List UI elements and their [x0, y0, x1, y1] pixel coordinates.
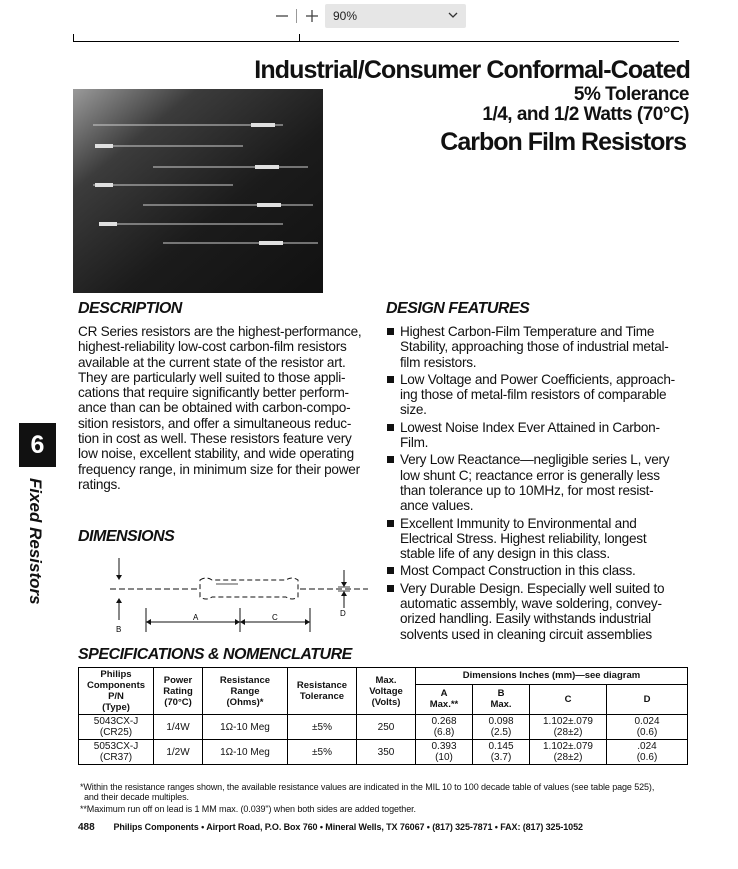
col-header-dimensions: Dimensions Inches (mm)—see diagram: [416, 668, 688, 685]
col-header-b: [473, 684, 530, 714]
feature-line: Low Voltage and Power Coefficients, approach-: [400, 371, 675, 387]
product-title: Carbon Film Resistors: [440, 128, 686, 156]
feature-line: size.: [400, 402, 427, 418]
cell-text: (2.5): [490, 727, 512, 738]
cell-pn: [79, 715, 154, 740]
dim-label-b: B: [116, 625, 122, 634]
header-text: Rating: [163, 685, 193, 697]
description-line: low noise, excellent stability, and wide operating: [78, 446, 354, 462]
feature-line: solvents used in cleaning circuit assemblies: [400, 626, 652, 642]
header-text: Voltage: [369, 685, 403, 697]
chapter-tab: 6: [19, 423, 56, 467]
header-text: Resistance: [296, 680, 348, 691]
header-text: Tolerance: [299, 691, 345, 702]
feature-item: [386, 452, 691, 513]
zoom-in-button[interactable]: [303, 6, 321, 26]
dim-label-c: C: [272, 613, 278, 622]
feature-line: stable life of any design in this class.: [400, 546, 610, 562]
cell-a: [416, 715, 473, 740]
cell-text: 5043CX-J: [93, 716, 139, 727]
header-text: Max.: [375, 674, 397, 686]
feature-line: low shunt C; reactance error is generally less: [400, 467, 660, 483]
feature-line: Stability, approaching those of industrial metal-: [400, 339, 669, 355]
cell-text: 5053CX-J: [93, 741, 139, 752]
cell-voltage: 250: [357, 715, 416, 740]
bullet-square-icon: [387, 424, 394, 431]
specs-table: [78, 667, 688, 765]
col-header-range: [203, 668, 288, 715]
feature-item: [386, 516, 691, 562]
header-text: Max.**: [429, 699, 459, 711]
cell-text: (6.8): [433, 727, 455, 738]
feature-line: Most Compact Construction in this class.: [400, 563, 636, 579]
header-text: (Ohms)*: [226, 696, 264, 708]
col-header-power: [154, 668, 203, 715]
cell-range: 1Ω-10 Meg: [203, 715, 288, 740]
minus-icon: [275, 7, 289, 25]
feature-line: orized handling. Easily withstands industrial: [400, 611, 651, 627]
page-title: Industrial/Consumer Conformal-Coated: [254, 56, 690, 84]
cell-text: (28±2): [553, 752, 583, 763]
feature-line: Excellent Immunity to Environmental and: [400, 515, 637, 531]
feature-item: [386, 581, 691, 642]
footnote-1: [80, 782, 690, 802]
cell-c: [530, 740, 607, 765]
footnote-2: **Maximum run off on lead is 1 MM max. (0.039") when both sides are added together.: [80, 804, 416, 814]
cell-text: (CR37): [99, 752, 133, 763]
header-text: Power: [163, 674, 193, 686]
specs-heading: SPECIFICATIONS & NOMENCLATURE: [78, 646, 352, 663]
header-text: P/N: [108, 691, 124, 702]
feature-line: automatic assembly, wave soldering, convey-: [400, 596, 662, 612]
description-line: cations that require significantly better perform-: [78, 385, 349, 401]
col-header-tolerance: [288, 668, 357, 715]
dim-label-a: A: [193, 613, 199, 622]
col-header-a: [416, 684, 473, 714]
col-header-c: C: [530, 684, 607, 714]
chapter-label: [28, 478, 48, 618]
description-line: frequency range, in minimum size for their power: [78, 461, 360, 477]
header-text: (70°C): [164, 696, 192, 708]
feature-line: than tolerance up to 10MHz, for most resist-: [400, 482, 654, 498]
header-text: Philips: [100, 669, 132, 680]
bullet-square-icon: [387, 585, 394, 592]
header-text: A: [440, 688, 448, 700]
feature-item: [386, 372, 691, 418]
feature-line: Film.: [400, 435, 429, 451]
toolbar-separator: [296, 9, 297, 23]
design-features-list: [386, 324, 691, 644]
cell-text: .024: [637, 741, 657, 752]
bullet-square-icon: [387, 567, 394, 574]
description-line: ance than can be obtained with carbon-compo-: [78, 400, 351, 416]
feature-item: [386, 324, 691, 370]
feature-line: film resistors.: [400, 354, 477, 370]
header-text: B: [497, 688, 505, 700]
footnote-line: *Within the resistance ranges shown, the available resistance values are indicated in the MIL 10 to 100 decade table of values (see table page 525),: [80, 782, 655, 792]
bullet-square-icon: [387, 376, 394, 383]
tolerance-subtitle: 5% Tolerance: [573, 84, 689, 105]
feature-line: Highest Carbon-Film Temperature and Time: [400, 324, 655, 339]
cell-text: 0.145: [488, 741, 514, 752]
cell-text: (CR25): [99, 727, 133, 738]
bullet-square-icon: [387, 328, 394, 335]
header-text: (Type): [102, 702, 130, 713]
description-line: available at the current state of the resistor art.: [78, 354, 346, 370]
plus-icon: [304, 6, 320, 26]
cell-text: 1.102±.079: [543, 716, 593, 727]
description-line: highest-reliability low-cost carbon-film resistors: [78, 339, 347, 355]
pdf-toolbar: [0, 0, 738, 32]
description-line: tion in cost as well. These resistors feature very: [78, 431, 352, 447]
cell-text: 1.102±.079: [543, 741, 593, 752]
cell-tolerance: ±5%: [288, 740, 357, 765]
description-line: ratings.: [78, 476, 121, 492]
cell-text: (3.7): [490, 752, 512, 763]
header-text: Max.: [490, 699, 512, 711]
feature-item: [386, 563, 691, 578]
description-line: They are particularly well suited to those appli-: [78, 369, 346, 385]
header-text: (Volts): [371, 696, 401, 708]
feature-line: ing those of metal-film resistors of comparable: [400, 387, 667, 403]
cell-power: 1/4W: [154, 715, 203, 740]
feature-line: Very Low Reactance—negligible series L, very: [400, 452, 670, 468]
cell-voltage: 350: [357, 740, 416, 765]
header-text: Resistance: [219, 674, 271, 686]
cell-text: 0.268: [431, 716, 457, 727]
chevron-down-icon: [448, 10, 458, 20]
col-header-voltage: [357, 668, 416, 715]
cell-b: [473, 715, 530, 740]
feature-line: Very Durable Design. Especially well suited to: [400, 580, 665, 596]
table-row: [79, 715, 688, 740]
feature-line: ance values.: [400, 498, 474, 514]
cell-range: 1Ω-10 Meg: [203, 740, 288, 765]
description-heading: DESCRIPTION: [78, 300, 182, 317]
bullet-square-icon: [387, 456, 394, 463]
feature-line: Electrical Stress. Highest reliability, longest: [400, 530, 647, 546]
footnote-line: and their decade multiples.: [84, 792, 189, 802]
page-footer: [78, 822, 583, 833]
zoom-value: 90%: [333, 9, 358, 23]
wattage-subtitle: 1/4, and 1/2 Watts (70°C): [482, 104, 689, 125]
cell-d: [607, 740, 688, 765]
dimension-diagram: [110, 550, 370, 636]
description-line: sition resistors, and offer a simultaneous reduc-: [78, 415, 352, 431]
page-number: 488: [78, 822, 95, 833]
cell-tolerance: ±5%: [288, 715, 357, 740]
cell-a: [416, 740, 473, 765]
dim-label-d: D: [340, 609, 346, 618]
dimensions-heading: DIMENSIONS: [78, 528, 175, 545]
cell-text: 0.393: [431, 741, 457, 752]
header-text: Range: [230, 685, 260, 697]
feature-item: [386, 420, 691, 451]
chapter-label-text: Fixed Resistors: [26, 478, 45, 605]
cell-power: 1/2W: [154, 740, 203, 765]
bullet-square-icon: [387, 520, 394, 527]
cell-pn: [79, 740, 154, 765]
cell-text: (10): [435, 752, 453, 763]
cell-c: [530, 715, 607, 740]
col-header-d: D: [607, 684, 688, 714]
feature-line: Lowest Noise Index Ever Attained in Carbon-: [400, 419, 660, 435]
cell-text: (28±2): [553, 727, 583, 738]
table-header-row: [79, 668, 688, 685]
design-features-heading: DESIGN FEATURES: [386, 300, 530, 317]
cell-b: [473, 740, 530, 765]
table-row: [79, 740, 688, 765]
cell-d: [607, 715, 688, 740]
cell-text: 0.098: [488, 716, 514, 727]
header-text: Components: [86, 680, 146, 691]
cell-text: 0.024: [634, 716, 660, 727]
cell-text: (0.6): [636, 727, 658, 738]
zoom-select[interactable]: [325, 4, 466, 28]
col-header-pn: [79, 668, 154, 715]
footer-address: Philips Components • Airport Road, P.O. Box 760 • Mineral Wells, TX 76067 • (817) 325-7871 • FAX: (817) 325-1052: [113, 822, 583, 832]
description-text: [78, 324, 381, 492]
header-rule: [73, 41, 679, 42]
resistor-photo: [73, 89, 323, 293]
cell-text: (0.6): [636, 752, 658, 763]
description-line: CR Series resistors are the highest-performance,: [78, 324, 362, 339]
zoom-out-button[interactable]: [274, 7, 290, 25]
